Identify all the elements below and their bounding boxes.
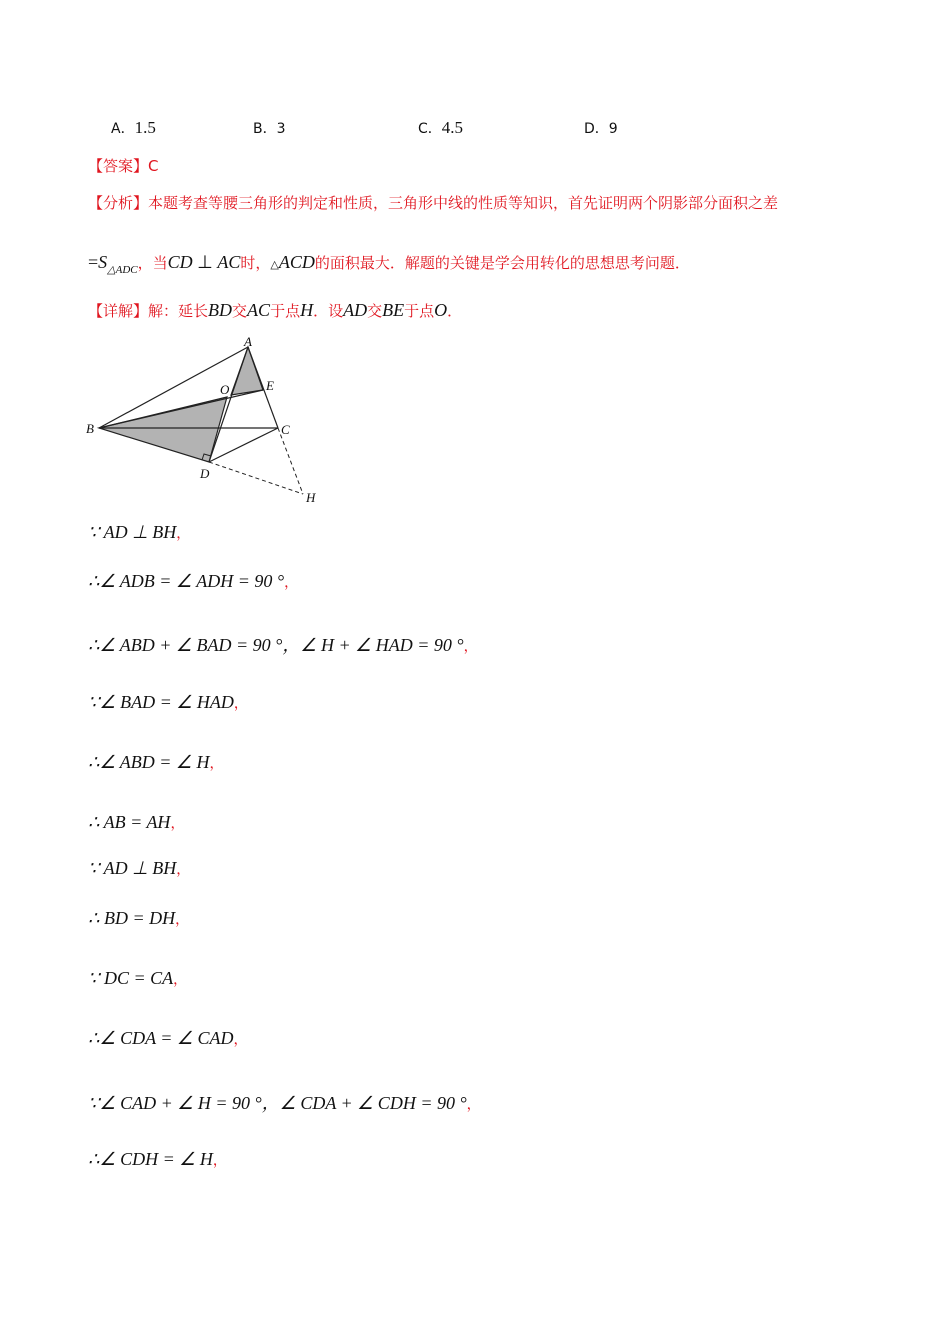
proof-step-11-text: ∵∠ CAD + ∠ H = 90 °，∠ CDA + ∠ CDH = 90 ° (88, 1093, 467, 1113)
option-b (253, 118, 286, 138)
detail-text-4: ．设 (313, 302, 344, 320)
analysis-line-2 (88, 252, 690, 276)
option-c-value: 4.5 (441, 118, 464, 137)
proof-step-1 (88, 522, 190, 543)
shaded-triangle-bod (99, 397, 227, 462)
triangle-acd: ACD (278, 252, 315, 272)
label-c: C (281, 422, 290, 437)
proof-step-3 (88, 631, 478, 657)
geometry-figure (80, 330, 330, 510)
option-c (418, 118, 463, 138)
option-c-letter: C． (418, 121, 442, 137)
option-d-value: 9 (608, 121, 618, 137)
detail-text-7: ． (447, 302, 463, 320)
proof-step-7-text: ∵ AD ⊥ BH (88, 858, 177, 878)
answer-tag: 【答案】 (88, 157, 149, 175)
area-subscript: △ADC (107, 264, 138, 276)
proof-step-1-text: ∵ AD ⊥ BH (88, 522, 177, 542)
option-a (111, 118, 156, 138)
option-a-letter: A． (111, 121, 135, 137)
segment-ac-2: AC (247, 300, 271, 320)
proof-step-12-comma: ， (212, 1153, 227, 1169)
triangle-symbol: △ (270, 259, 279, 271)
detail-text-1: 解：延长 (148, 302, 209, 320)
analysis-text-2: ，当 (137, 254, 168, 272)
segment-cd: CD (167, 252, 193, 272)
detail-line (88, 300, 462, 321)
proof-step-1-comma: ， (176, 526, 191, 542)
option-b-value: 3 (276, 121, 286, 137)
point-o: O (434, 300, 448, 320)
proof-step-5-comma: ， (209, 756, 224, 772)
option-b-letter: B． (253, 121, 277, 137)
point-h: H (300, 300, 314, 320)
option-d (584, 118, 618, 138)
proof-step-11 (88, 1089, 481, 1115)
proof-step-7 (88, 858, 190, 879)
segment-be: BE (382, 300, 405, 320)
proof-step-9 (88, 968, 187, 989)
proof-step-4 (88, 692, 248, 713)
equals-sign: = (88, 252, 99, 272)
detail-text-2: 交 (232, 302, 248, 320)
detail-tag: 【详解】 (88, 302, 149, 320)
proof-step-2-text: ∴∠ ADB = ∠ ADH = 90 ° (88, 571, 285, 591)
segment-ch-dashed (278, 428, 303, 494)
segment-dh-dashed (209, 462, 303, 494)
answer-line (88, 155, 159, 176)
analysis-line-1 (88, 192, 778, 213)
segment-ad: AD (343, 300, 368, 320)
proof-step-10-comma: ， (233, 1032, 248, 1048)
proof-step-2-comma: ， (284, 575, 299, 591)
proof-step-10 (88, 1028, 248, 1049)
detail-text-6: 于点 (404, 302, 435, 320)
label-a: A (244, 334, 252, 349)
proof-step-3-comma: ， (463, 639, 478, 655)
label-d: D (200, 466, 210, 481)
proof-step-12 (88, 1149, 227, 1170)
proof-step-9-comma: ， (173, 972, 188, 988)
analysis-tag: 【分析】 (88, 194, 149, 212)
segment-ac: AC (217, 252, 241, 272)
option-d-letter: D． (584, 121, 609, 137)
proof-step-12-text: ∴∠ CDH = ∠ H (88, 1149, 213, 1169)
proof-step-8 (88, 908, 189, 929)
analysis-text-3: 时， (240, 254, 271, 272)
analysis-text-4: 的面积最大．解题的关键是学会用转化的思想思考问题． (314, 254, 690, 272)
proof-step-11-comma: ， (466, 1097, 481, 1113)
option-a-value: 1.5 (134, 118, 156, 137)
proof-step-6-comma: ， (170, 816, 185, 832)
proof-step-10-text: ∴∠ CDA = ∠ CAD (88, 1028, 234, 1048)
proof-step-8-comma: ， (175, 912, 190, 928)
detail-text-5: 交 (367, 302, 383, 320)
answer-value: C (148, 157, 159, 175)
label-b: B (86, 421, 94, 436)
label-e: E (266, 378, 274, 393)
proof-step-4-text: ∵∠ BAD = ∠ HAD (88, 692, 234, 712)
detail-text-3: 于点 (270, 302, 301, 320)
proof-step-5 (88, 752, 224, 773)
proof-step-3-text: ∴∠ ABD + ∠ BAD = 90 °，∠ H + ∠ HAD = 90 ° (88, 635, 464, 655)
analysis-text-1: 本题考查等腰三角形的判定和性质，三角形中线的性质等知识，首先证明两个阴影部分面积之差 (148, 194, 779, 212)
proof-step-9-text: ∵ DC = CA (88, 968, 174, 988)
label-h: H (306, 490, 316, 505)
label-o: O (220, 382, 230, 397)
area-symbol: S (98, 252, 108, 272)
proof-step-7-comma: ， (176, 862, 191, 878)
proof-step-5-text: ∴∠ ABD = ∠ H (88, 752, 210, 772)
proof-step-2 (88, 571, 298, 592)
proof-step-4-comma: ， (233, 696, 248, 712)
proof-step-6-text: ∴ AB = AH (88, 812, 171, 832)
proof-step-6 (88, 812, 184, 833)
segment-bd: BD (208, 300, 233, 320)
perp-symbol: ⊥ (192, 252, 218, 272)
proof-step-8-text: ∴ BD = DH (88, 908, 176, 928)
